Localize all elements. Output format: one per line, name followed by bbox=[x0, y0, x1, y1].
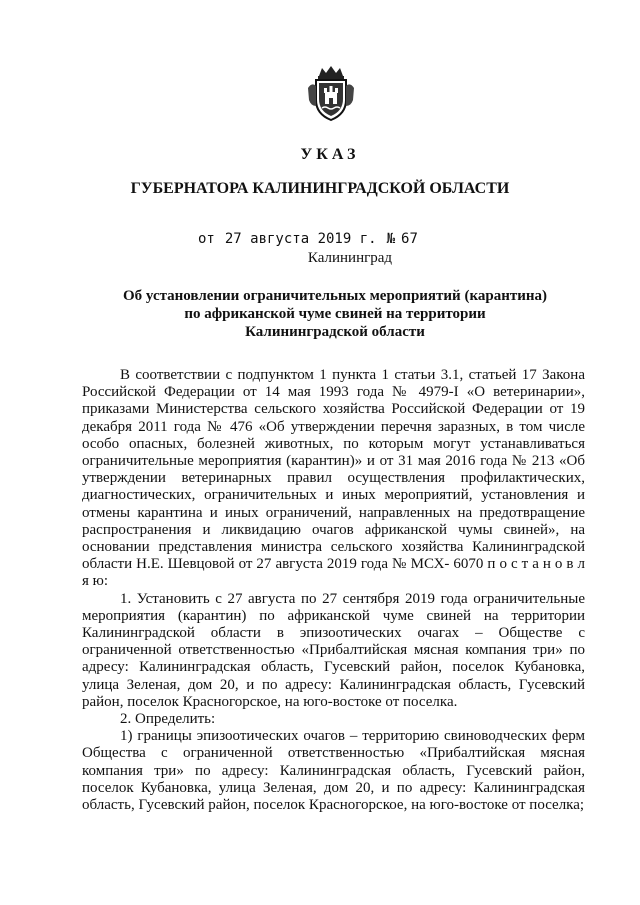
heading-line: по африканской чуме свиней на территории bbox=[184, 306, 486, 322]
date-line bbox=[198, 231, 428, 247]
date-prefix: от bbox=[198, 231, 215, 247]
preamble-paragraph: В соответствии с подпунктом 1 пункта 1 статьи 3.1, статьей 17 Закона Российской Федерации от 14 мая 1993 года № 4979-I «О ветеринарии», приказами Министерства сельского хозяйства Российской Федерации от 19 декабря 2011 года № 476 «Об утверждении перечня заразных, в том числе особо опасных, болезней животных, по которым могут устанавливаться ограничительные мероприятия (карантин)» и от 31 мая 2016 года № 213 «Об утверждении ветеринарных правил осуществления профилактических, диагностических, ограничительных и иных мероприятий, установления и отмены карантина и иных ограничений, направленных на предотвращение распространения и ликвидацию очагов африканской чумы свиней», на основании представления министра сельского хозяйства Калининградской области Н.Е. Шевцовой от 27 августа 2019 года № МСХ- 6070 п о с т а н о в л я ю: bbox=[82, 367, 585, 590]
document-date: 27 августа 2019 г. bbox=[224, 231, 377, 247]
number-prefix: № bbox=[386, 231, 396, 247]
paragraph-item-2: 2. Определить: bbox=[120, 711, 216, 728]
heading-line: Об установлении ограничительных мероприятий (карантина) bbox=[122, 288, 547, 304]
document-type: УКАЗ bbox=[300, 146, 360, 163]
coat-of-arms-icon bbox=[300, 62, 362, 124]
document-body bbox=[82, 367, 585, 814]
document-heading bbox=[100, 287, 570, 341]
paragraph-item-1: 1. Установить с 27 августа по 27 сентября 2019 года ограничительные мероприятия (карантин) по африканской чуме свиней на территории Калининградской области в эпизоотических очагах – Обществе с ограниченной ответственностью «Прибалтийская мясная компания три» по адресу: Калининградская область, Гусевский район, поселок Кубановка, улица Зеленая, дом 20, и по адресу: Калининградская область, Гусевский район, поселок Красногорское, на юго-востоке от поселка. bbox=[82, 590, 585, 710]
issuer-title: ГУБЕРНАТОРА КАЛИНИНГРАДСКОЙ ОБЛАСТИ bbox=[130, 180, 510, 197]
paragraph-item-2-1: 1) границы эпизоотических очагов – территорию свиноводческих ферм Общества с ограниченной ответственностью «Прибалтийская мясная компания три» по адресу: Калининградская область, Гусевский район, поселок Кубановка, улица Зеленая, дом 20, и по адресу: Калининградская область, Гусевский район, поселок Красногорское, на юго-востоке от поселка; bbox=[82, 728, 585, 814]
heading-line: Калининградской области bbox=[245, 324, 425, 340]
document-city: Калининград bbox=[307, 250, 393, 266]
document-number: 67 bbox=[401, 231, 418, 247]
